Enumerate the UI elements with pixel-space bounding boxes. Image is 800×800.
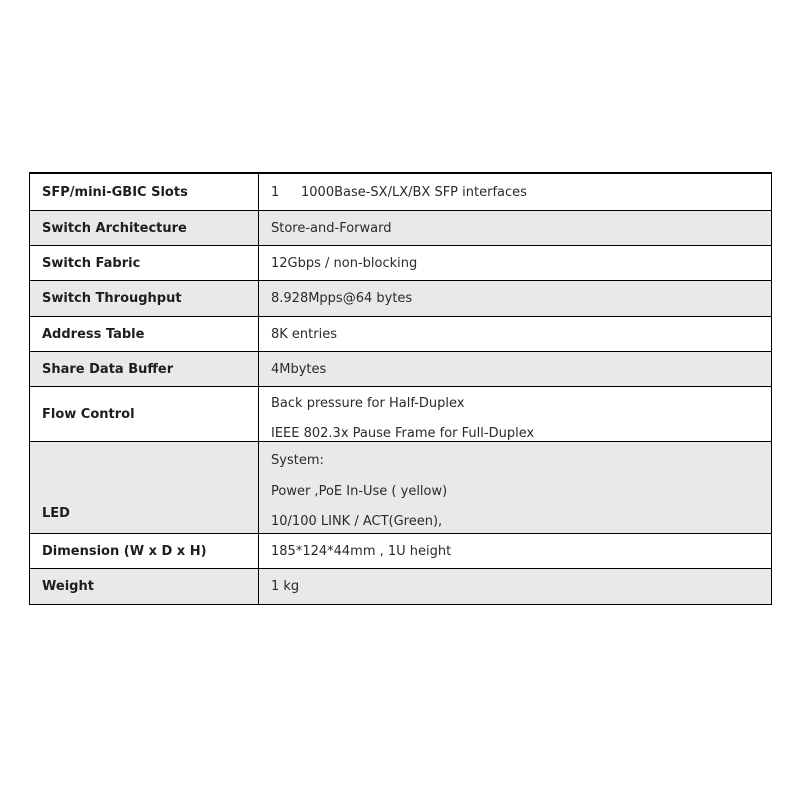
table-row: [30, 569, 771, 604]
table-row: [30, 317, 771, 352]
row-value: 8K entries: [271, 326, 337, 342]
row-label: Flow Control: [30, 387, 259, 441]
row-label: SFP/mini-GBIC Slots: [30, 174, 259, 210]
row-value: [259, 442, 771, 533]
row-label: Switch Throughput: [30, 281, 259, 316]
row-label: LED: [30, 442, 259, 533]
slot-description: 1000Base-SX/LX/BX SFP interfaces: [301, 184, 527, 200]
row-value: 12Gbps / non-blocking: [271, 255, 418, 271]
table-row: [30, 387, 771, 442]
row-label: Share Data Buffer: [30, 352, 259, 386]
spec-table: [29, 172, 772, 605]
row-value: 4Mbytes: [271, 361, 327, 377]
table-row: [30, 352, 771, 387]
row-value: [259, 174, 771, 210]
table-row: [30, 442, 771, 534]
table-row: [30, 534, 771, 569]
row-value: 185*124*44mm , 1U height: [271, 543, 452, 559]
value-line: Power ,PoE In-Use ( yellow): [271, 484, 448, 499]
row-label: Address Table: [30, 317, 259, 351]
value-line: IEEE 802.3x Pause Frame for Full-Duplex: [271, 426, 535, 441]
row-value: Store-and-Forward: [271, 220, 392, 236]
row-label: Weight: [30, 569, 259, 604]
row-label: Switch Architecture: [30, 211, 259, 245]
table-row: [30, 211, 771, 246]
table-row: [30, 246, 771, 281]
value-line: 10/100 LINK / ACT(Green),: [271, 514, 443, 529]
row-value: 8.928Mpps@64 bytes: [271, 291, 413, 306]
table-row: [30, 281, 771, 317]
row-label: Dimension (W x D x H): [30, 534, 259, 568]
table-row: [30, 174, 771, 211]
value-line: System:: [271, 453, 324, 468]
row-value: [259, 387, 771, 441]
value-line: Back pressure for Half-Duplex: [271, 396, 465, 411]
slot-count: 1: [271, 184, 280, 200]
row-label: Switch Fabric: [30, 246, 259, 280]
row-value: 1 kg: [271, 579, 300, 594]
